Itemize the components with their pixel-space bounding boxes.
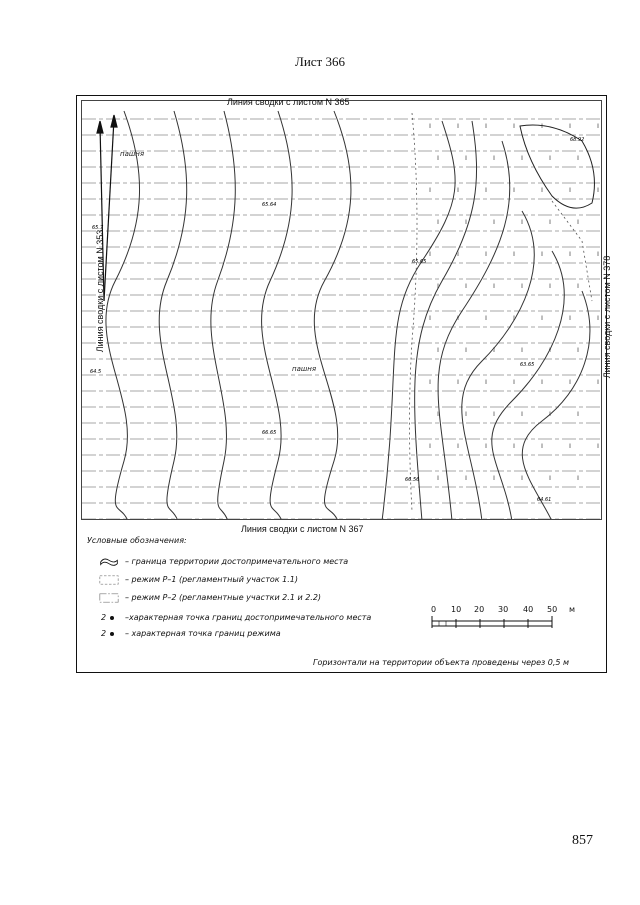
field-marker: || xyxy=(548,219,552,224)
contour-line xyxy=(262,111,293,520)
mode-p2-symbol-icon xyxy=(97,593,121,603)
field-marker: || xyxy=(484,251,488,256)
elevation-label: 63.65 xyxy=(520,362,535,368)
scale-tick-label: 20 xyxy=(474,605,485,614)
edge-label-left: Линия сводки с листом N 353 xyxy=(95,229,105,353)
point-dot-icon xyxy=(110,616,114,620)
field-marker: || xyxy=(568,187,572,192)
field-marker: || xyxy=(520,475,524,480)
field-marker: || xyxy=(464,411,468,416)
field-marker: || xyxy=(568,443,572,448)
field-marker: || xyxy=(596,251,600,256)
field-marker: || xyxy=(428,251,432,256)
legend-item-mode-point xyxy=(87,628,427,642)
field-marker: || xyxy=(428,123,432,128)
field-marker: || xyxy=(568,123,572,128)
sheet-title: Лист 366 xyxy=(295,54,345,69)
field-marker: || xyxy=(464,475,468,480)
legend-item-boundary-point xyxy=(87,612,427,626)
field-marker: || xyxy=(428,379,432,384)
map-frame xyxy=(76,95,612,673)
field-marker: || xyxy=(456,315,460,320)
field-marker: || xyxy=(456,379,460,384)
field-marker: || xyxy=(512,443,516,448)
field-marker: || xyxy=(596,315,600,320)
field-marker: || xyxy=(464,219,468,224)
contour-line xyxy=(211,111,235,520)
field-marker: || xyxy=(540,123,544,128)
field-marker: || xyxy=(520,219,524,224)
field-marker: || xyxy=(520,283,524,288)
field-marker: || xyxy=(540,187,544,192)
field-marker: || xyxy=(484,443,488,448)
field-marker: || xyxy=(436,411,440,416)
boundary-symbol-icon xyxy=(97,557,121,567)
scale-bar-graphic xyxy=(431,616,561,628)
field-marker: || xyxy=(456,443,460,448)
contour-note: Горизонтали на территории объекта проведены через 0,5 м xyxy=(313,658,570,667)
field-marker: || xyxy=(548,283,552,288)
field-marker: || xyxy=(456,251,460,256)
field-marker: || xyxy=(520,347,524,352)
elevation-label: 66.56 xyxy=(405,477,420,483)
field-marker: || xyxy=(540,443,544,448)
legend-item-mode-p1 xyxy=(87,574,427,588)
field-label-2: пашня xyxy=(292,365,317,373)
field-marker: || xyxy=(576,155,580,160)
contour-line xyxy=(314,111,351,520)
field-marker: || xyxy=(492,475,496,480)
field-marker: || xyxy=(576,347,580,352)
elevation-label: 68.92 xyxy=(570,137,585,143)
dotted-mode-boundary xyxy=(410,113,418,511)
field-marker: || xyxy=(492,219,496,224)
scale-tick-label: 50 xyxy=(547,605,558,614)
field-marker: || xyxy=(456,187,460,192)
field-marker: || xyxy=(484,315,488,320)
field-marker: || xyxy=(576,283,580,288)
point-dot-icon xyxy=(110,632,114,636)
legend-item-boundary xyxy=(87,556,427,570)
elevation-label: 65.7 xyxy=(92,225,104,231)
field-marker: || xyxy=(576,411,580,416)
field-marker: || xyxy=(464,283,468,288)
field-marker: || xyxy=(512,123,516,128)
field-marker: || xyxy=(436,347,440,352)
contour-line xyxy=(522,291,590,520)
legend-item-mode-p2 xyxy=(87,592,427,606)
field-marker: || xyxy=(512,251,516,256)
field-marker: || xyxy=(428,187,432,192)
scale-tick-label: 40 xyxy=(523,605,534,614)
field-marker: || xyxy=(436,155,440,160)
field-marker: || xyxy=(540,315,544,320)
field-marker: || xyxy=(512,379,516,384)
elevation-label: 65.64 xyxy=(262,202,277,208)
scale-tick-label: 0 xyxy=(431,605,437,614)
field-marker: || xyxy=(492,411,496,416)
field-marker: || xyxy=(576,475,580,480)
elevation-label: 65.65 xyxy=(412,259,427,265)
mode-p1-symbol-icon xyxy=(97,575,121,585)
contour-line xyxy=(159,111,187,520)
field-marker: || xyxy=(484,187,488,192)
legend-text: – граница территории достопримечательного места xyxy=(125,557,349,566)
field-marker: || xyxy=(548,155,552,160)
field-marker: || xyxy=(512,315,516,320)
legend-text: – режим Р–1 (регламентный участок 1.1) xyxy=(125,575,298,584)
field-marker: || xyxy=(484,123,488,128)
field-marker: || xyxy=(548,475,552,480)
legend-text: – характерная точка границ режима xyxy=(125,629,281,638)
field-marker: || xyxy=(464,347,468,352)
topographic-map xyxy=(82,101,602,520)
field-marker: || xyxy=(436,283,440,288)
field-marker: || xyxy=(492,283,496,288)
edge-label-top: Линия сводки с листом N 365 xyxy=(227,97,350,107)
field-marker: || xyxy=(492,155,496,160)
contour-line xyxy=(415,121,477,520)
field-marker: || xyxy=(520,411,524,416)
legend-text: – режим Р–2 (регламентные участки 2.1 и 2.2) xyxy=(125,593,322,602)
point-number: 2 xyxy=(101,613,107,622)
field-marker: || xyxy=(568,315,572,320)
field-label-1: пашня xyxy=(120,150,145,158)
field-marker: || xyxy=(540,379,544,384)
field-marker: || xyxy=(512,187,516,192)
field-marker: || xyxy=(456,123,460,128)
field-marker: || xyxy=(436,219,440,224)
edge-label-right: Линия сводки с листом N 378 xyxy=(602,255,612,379)
field-marker: || xyxy=(596,379,600,384)
field-marker: || xyxy=(540,251,544,256)
field-marker: || xyxy=(548,347,552,352)
map-panel xyxy=(81,100,602,520)
field-marker: || xyxy=(428,315,432,320)
elevation-label: 64.61 xyxy=(537,497,552,503)
point-number: 2 xyxy=(101,629,107,638)
field-marker: || xyxy=(428,443,432,448)
contour-line xyxy=(382,121,455,520)
elevation-label: 64.5 xyxy=(90,369,102,375)
field-marker: || xyxy=(596,123,600,128)
scale-unit: м xyxy=(569,605,576,614)
field-marker: || xyxy=(464,155,468,160)
field-marker: || xyxy=(568,379,572,384)
field-marker: || xyxy=(436,475,440,480)
scale-tick-label: 30 xyxy=(498,605,509,614)
field-marker: || xyxy=(484,379,488,384)
field-marker: || xyxy=(492,347,496,352)
field-marker: || xyxy=(520,155,524,160)
dotted-mode-boundary-2 xyxy=(552,201,592,301)
field-marker: || xyxy=(596,187,600,192)
scale-tick-label: 10 xyxy=(451,605,462,614)
legend-text: –характерная точка границ достопримечательного места xyxy=(125,613,372,622)
edge-label-bottom: Линия сводки с листом N 367 xyxy=(241,524,364,534)
field-marker: || xyxy=(548,411,552,416)
legend-title: Условные обозначения: xyxy=(87,536,187,545)
field-marker: || xyxy=(568,251,572,256)
elevation-label: 66.65 xyxy=(262,430,277,436)
field-marker: || xyxy=(576,219,580,224)
field-marker: || xyxy=(596,443,600,448)
page-number: 857 xyxy=(572,833,593,848)
